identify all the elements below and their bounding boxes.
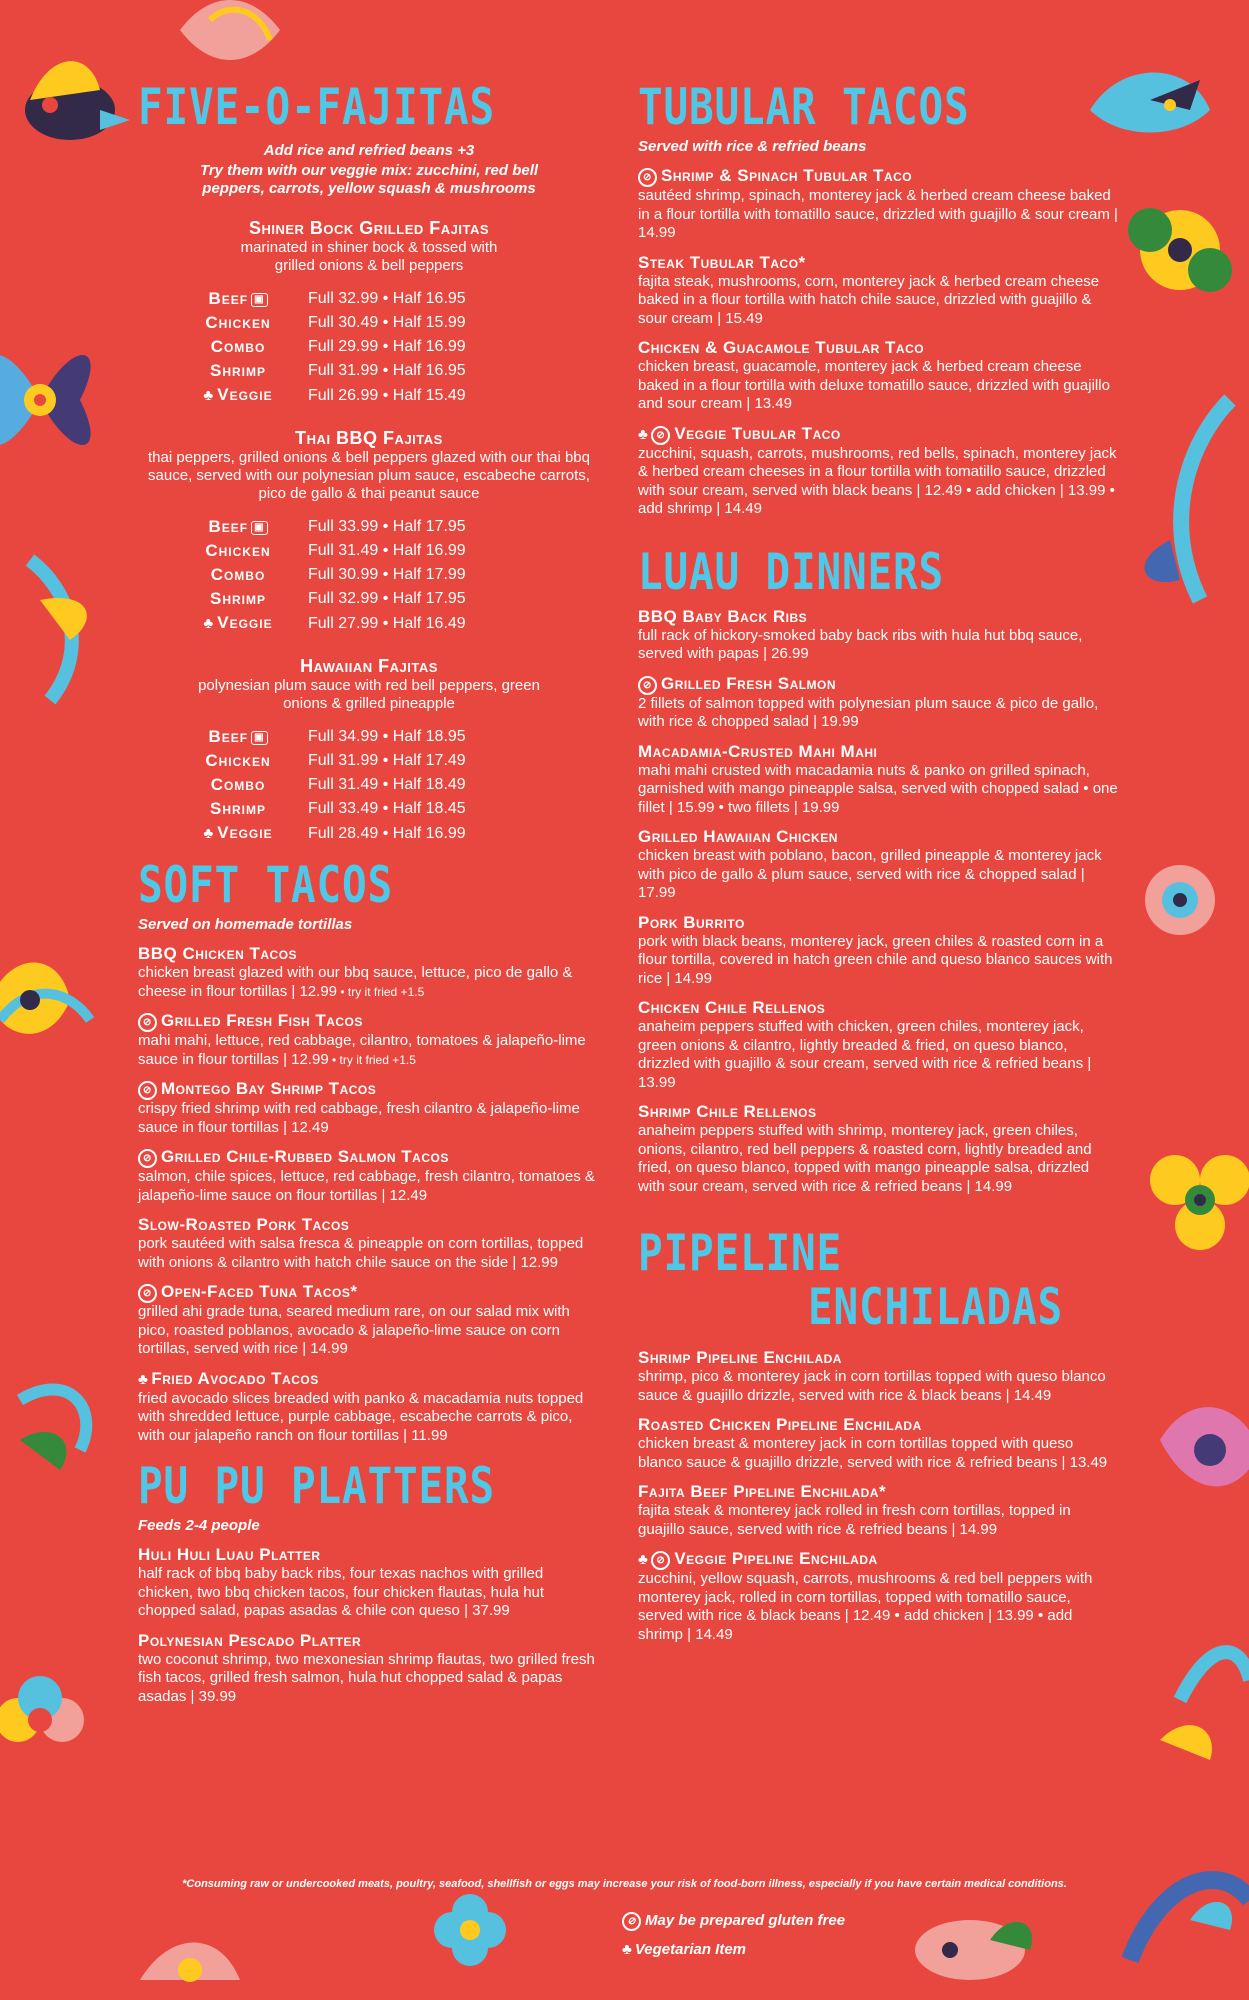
luau-section-title: LUAU DINNERS — [638, 542, 945, 601]
item-desc: pork sautéed with salsa fresca & pineapple on corn tortillas, topped with onions & cilantro with hatch chile sauce on the side | 12.99 — [138, 1235, 584, 1271]
price-value: Full 31.49 • Half 16.99 — [308, 542, 466, 559]
price-row — [168, 797, 466, 821]
menu-item — [638, 913, 1118, 989]
price-value: Full 26.99 • Half 15.49 — [308, 386, 466, 404]
leaf-decoration — [30, 560, 87, 700]
flower-decoration — [180, 0, 280, 60]
item-desc: fajita steak, mushrooms, corn, monterey jack & herbed cream cheese baked in a flour tortilla with hatch chile sauce, drizzled with guajillo & sour cream | 15.49 — [638, 272, 1100, 327]
gluten-free-icon: ⊘ — [651, 1551, 670, 1570]
leaf-decoration — [1160, 1652, 1249, 1760]
fajita-group-title: Shiner Bock Grilled Fajitas — [248, 218, 490, 238]
price-row — [168, 383, 466, 408]
leaf-decoration — [1130, 1880, 1249, 1960]
fajita-group-title: Thai BBQ Fajitas — [295, 428, 443, 448]
price-value: Full 33.99 • Half 17.95 — [308, 518, 466, 535]
fajita-group-hawaiian — [138, 656, 600, 846]
icon-legend — [622, 1912, 845, 1968]
price-row — [168, 563, 466, 587]
item-title: Veggie Tubular Taco — [674, 423, 841, 443]
item-title: Grilled Chile-Rubbed Salmon Tacos — [161, 1147, 449, 1166]
item-title: Veggie Pipeline Enchilada — [674, 1549, 878, 1568]
fajita-price-table — [168, 725, 466, 846]
protein-label: Chicken — [205, 751, 271, 770]
price-row — [168, 749, 466, 773]
tubular-subtitle: Served with rice & refried beans — [638, 138, 867, 155]
price-row — [168, 773, 466, 797]
item-title: Huli Huli Luau Platter — [138, 1545, 321, 1564]
item-desc: crispy fried shrimp with red cabbage, fresh cilantro & jalapeño-lime sauce in flour tortillas | 12.49 — [138, 1100, 580, 1136]
item-title: Macadamia-Crusted Mahi Mahi — [638, 741, 878, 761]
protein-label: Chicken — [205, 541, 271, 560]
item-desc: chicken breast glazed with our bbq sauce, lettuce, pico de gallo & cheese in flour tortillas | 12.99 — [138, 964, 573, 1000]
fajita-group-desc: thai peppers, grilled onions & bell peppers glazed with our thai bbq sauce, served with our polynesian plum sauce, escabeche carrots, pico de gallo & thai peanut sauce — [148, 449, 590, 502]
fajitas-section-title: FIVE-O-FAJITAS — [138, 78, 496, 136]
fajita-price-table — [168, 515, 466, 636]
price-value: Full 32.99 • Half 16.95 — [308, 290, 466, 307]
price-value: Full 31.99 • Half 17.49 — [308, 752, 466, 769]
right-column — [638, 80, 1118, 1654]
price-row — [168, 821, 466, 846]
flower-decoration — [1145, 865, 1215, 935]
beef-icon: ▣ — [251, 293, 267, 307]
item-extra: • try it fried +1.5 — [328, 1052, 416, 1067]
menu-item — [638, 827, 1118, 903]
protein-label: Veggie — [217, 385, 273, 404]
gluten-free-icon: ⊘ — [638, 676, 657, 695]
menu-item — [638, 424, 1118, 519]
item-title: Shrimp & Spinach Tubular Taco — [661, 166, 913, 185]
item-desc: zucchini, yellow squash, carrots, mushrooms & red bell peppers with monterey jack, rolled in corn tortillas, topped with tomatillo sauce, served with rice & black beans | 12.49 • add chicken | 13.99 • add shrimp | 14.49 — [638, 1570, 1093, 1643]
item-desc: shrimp, pico & monterey jack in corn tortillas topped with queso blanco sauce & guajillo drizzle, served with rice & black beans | 14.49 — [638, 1368, 1106, 1404]
menu-item — [138, 1282, 600, 1359]
price-value: Full 30.49 • Half 15.99 — [308, 314, 466, 331]
legend-gluten-free: May be prepared gluten free — [645, 1912, 846, 1929]
menu-item — [138, 1079, 600, 1137]
legend-vegetarian: Vegetarian Item — [634, 1941, 746, 1958]
item-title: Fajita Beef Pipeline Enchilada* — [638, 1482, 887, 1501]
flower-decoration — [1160, 1407, 1249, 1486]
item-title: Grilled Fresh Salmon — [661, 673, 837, 693]
flower-decoration — [0, 1676, 84, 1742]
protein-label: Chicken — [205, 313, 271, 332]
protein-label: Beef — [208, 289, 249, 308]
enchiladas-section-title: ENCHILADAS — [808, 1278, 1064, 1336]
menu-item — [138, 1545, 600, 1621]
protein-label: Veggie — [217, 613, 273, 632]
item-title: Montego Bay Shrimp Tacos — [161, 1079, 377, 1098]
leaf-decoration — [20, 1390, 86, 1470]
item-desc: salmon, chile spices, lettuce, red cabbage, fresh cilantro, tomatoes & jalapeño-lime sauce on flour tortillas | 12.49 — [138, 1168, 595, 1204]
gluten-free-icon: ⊘ — [622, 1912, 641, 1931]
menu-item — [638, 1348, 1118, 1405]
menu-item — [638, 1549, 1118, 1644]
item-desc: chicken breast & monterey jack in corn tortillas topped with queso blanco sauce & guajillo drizzle, served with rice & refried beans | 13.49 — [638, 1435, 1108, 1471]
item-title: Roasted Chicken Pipeline Enchilada — [638, 1415, 922, 1434]
item-title: Grilled Fresh Fish Tacos — [161, 1011, 363, 1030]
item-desc: sautéed shrimp, spinach, monterey jack & herbed cream cheese baked in a flour tortilla with tomatillo sauce, drizzled with guajillo & sour cream | 14.99 — [638, 187, 1118, 241]
leaf-decoration — [1145, 400, 1230, 600]
fajita-group-desc: marinated in shiner bock & tossed with grilled onions & bell peppers — [240, 239, 498, 274]
protein-label: Beef — [208, 727, 249, 746]
protein-label: Shrimp — [209, 361, 266, 380]
beef-icon: ▣ — [251, 731, 267, 745]
item-desc: pork with black beans, monterey jack, green chiles & roasted corn in a flour tortilla, covered in hatch green chile and queso blanco sauces with rice | 14.99 — [638, 932, 1113, 987]
menu-item — [638, 1415, 1118, 1472]
price-row — [168, 611, 466, 636]
item-desc: half rack of bbq baby back ribs, four texas nachos with grilled chicken, two bbq chicken tacos, four chicken flautas, hula hut chopped salad, papas asadas & chile con queso | 37.99 — [138, 1565, 545, 1619]
item-title: Open-Faced Tuna Tacos* — [161, 1282, 358, 1301]
menu-item — [638, 253, 1118, 329]
vegetarian-icon: ♣ — [138, 1370, 149, 1388]
gluten-free-icon: ⊘ — [651, 426, 670, 445]
price-row — [168, 335, 466, 359]
item-extra: • try it fried +1.5 — [337, 984, 425, 999]
vegetarian-icon: ♣ — [638, 425, 649, 443]
raw-food-disclaimer: *Consuming raw or undercooked meats, poultry, seafood, shellfish or eggs may increase your risk of food-born illness, especially if you have certain medical conditions. — [182, 1878, 1067, 1890]
gluten-free-icon: ⊘ — [138, 1149, 157, 1168]
protein-label: Combo — [210, 775, 266, 794]
protein-label: Shrimp — [209, 799, 266, 818]
item-desc: anaheim peppers stuffed with chicken, green chiles, monterey jack, green onions & cilantro, lightly breaded & fried, on queso blanco, drizzled with guajillo & sour cream, served with rice & refried beans | 13.99 — [638, 1018, 1092, 1091]
price-value: Full 34.99 • Half 18.95 — [308, 728, 466, 745]
vegetarian-icon: ♣ — [203, 825, 215, 842]
vegetarian-icon: ♣ — [638, 1551, 649, 1568]
item-desc: mahi mahi, lettuce, red cabbage, cilantro, tomatoes & jalapeño-lime sauce in flour tortillas | 12.99 — [138, 1032, 586, 1068]
price-row — [168, 287, 466, 311]
protein-label: Beef — [208, 517, 249, 536]
flower-decoration — [0, 355, 91, 445]
protein-label: Veggie — [217, 823, 273, 842]
vegetarian-icon: ♣ — [622, 1941, 632, 1958]
menu-item — [638, 742, 1118, 818]
gluten-free-icon: ⊘ — [638, 168, 657, 187]
item-desc: chicken breast, guacamole, monterey jack & herbed cream cheese baked in a flour tortilla with deluxe tomatillo sauce, drizzled with guajillo and sour cream | 13.49 — [638, 358, 1110, 412]
fajita-group-shiner-bock — [138, 218, 600, 408]
item-title: Steak Tubular Taco* — [638, 252, 806, 272]
gluten-free-icon: ⊘ — [138, 1284, 157, 1303]
item-desc: chicken breast with poblano, bacon, grilled pineapple & monterey jack with pico de gallo & plum sauce, served with rice & chopped salad | 17.99 — [638, 847, 1102, 901]
menu-item — [638, 1482, 1118, 1539]
menu-item — [138, 1215, 600, 1272]
gluten-free-icon: ⊘ — [138, 1081, 157, 1100]
fajita-price-table — [168, 287, 466, 408]
fajitas-note-1: Add rice and refried beans +3 — [263, 142, 475, 159]
pupu-section-title: PU PU PLATTERS — [138, 1457, 496, 1515]
flower-decoration — [0, 963, 90, 1034]
price-row — [168, 311, 466, 335]
price-value: Full 30.99 • Half 17.99 — [308, 566, 466, 583]
fajitas-note-2: Try them with our veggie mix: zucchini, red bell peppers, carrots, yellow squash & mushrooms — [199, 162, 539, 197]
menu-item — [138, 1631, 600, 1707]
item-title: Fried Avocado Tacos — [151, 1368, 319, 1388]
price-value: Full 31.49 • Half 18.49 — [308, 776, 466, 793]
vegetarian-icon: ♣ — [203, 387, 215, 404]
item-title: Slow-Roasted Pork Tacos — [138, 1215, 350, 1234]
protein-label: Combo — [210, 337, 266, 356]
fajita-group-thai-bbq — [138, 428, 600, 636]
item-desc: fajita steak & monterey jack rolled in fresh corn tortillas, topped in guajillo sauce, served with rice & refried beans | 14.99 — [638, 1502, 1071, 1538]
soft-tacos-section-title: SOFT TACOS — [138, 856, 394, 914]
bird-decoration — [915, 1920, 1032, 1980]
item-desc: 2 fillets of salmon topped with polynesian plum sauce & pico de gallo, with rice & chopped salad | 19.99 — [638, 694, 1099, 730]
menu-item — [638, 166, 1118, 243]
fajita-group-title: Hawaiian Fajitas — [300, 656, 438, 676]
item-title: Chicken & Guacamole Tubular Taco — [638, 338, 925, 357]
pupu-subtitle: Feeds 2-4 people — [138, 1517, 260, 1534]
menu-item — [638, 338, 1118, 414]
item-title: Pork Burrito — [638, 912, 745, 932]
item-title: BBQ Chicken Tacos — [138, 944, 298, 963]
menu-item — [638, 674, 1118, 732]
price-row — [168, 587, 466, 611]
beef-icon: ▣ — [251, 521, 267, 535]
item-desc: zucchini, squash, carrots, mushrooms, red bells, spinach, monterey jack & herbed cream cheeses in a flour tortilla with tomatillo sauce, drizzled with sour cream, served with black beans | 12.49 • add chicken | 13.99 • add shrimp | 14.49 — [638, 444, 1117, 517]
item-desc: full rack of hickory-smoked baby back ribs with hula hut bbq sauce, served with papas | 26.99 — [638, 626, 1083, 662]
price-value: Full 32.99 • Half 17.95 — [308, 590, 466, 607]
flower-decoration — [434, 1894, 506, 1966]
price-value: Full 31.99 • Half 16.95 — [308, 362, 466, 379]
flower-decoration — [140, 1943, 240, 1983]
item-desc: grilled ahi grade tuna, seared medium rare, on our salad mix with pico, roasted poblanos, avocado & jalapeño-lime sauce on corn tortillas, served with rice | 14.99 — [138, 1303, 570, 1357]
menu-item — [138, 1369, 600, 1446]
menu-item — [638, 1102, 1118, 1196]
menu-item — [638, 607, 1118, 664]
vegetarian-icon: ♣ — [203, 615, 215, 632]
price-value: Full 33.49 • Half 18.45 — [308, 800, 466, 817]
menu-item — [138, 1011, 600, 1069]
price-row — [168, 515, 466, 539]
item-title: Chicken Chile Rellenos — [638, 998, 826, 1017]
protein-label: Combo — [210, 565, 266, 584]
bird-decoration — [25, 61, 130, 140]
item-title: BBQ Baby Back Ribs — [638, 606, 808, 626]
left-column — [138, 80, 600, 1716]
price-value: Full 29.99 • Half 16.99 — [308, 338, 466, 355]
menu-item — [138, 944, 600, 1001]
item-desc: mahi mahi crusted with macadamia nuts & panko on grilled spinach, garnished with mango pineapple salsa, served with chopped salad • one fillet | 15.99 • two fillets | 19.99 — [638, 761, 1118, 816]
protein-label: Shrimp — [209, 589, 266, 608]
price-value: Full 28.49 • Half 16.99 — [308, 824, 466, 842]
item-title: Polynesian Pescado Platter — [138, 1630, 362, 1650]
item-desc: two coconut shrimp, two mexonesian shrimp flautas, two grilled fresh fish tacos, grilled fresh salmon, hula hut chopped salad & papas asadas | 39.99 — [138, 1650, 595, 1705]
item-title: Shrimp Chile Rellenos — [638, 1102, 817, 1121]
item-title: Shrimp Pipeline Enchilada — [638, 1348, 842, 1367]
price-row — [168, 725, 466, 749]
flower-decoration — [1150, 1155, 1249, 1250]
pipeline-section-title: PIPELINE — [638, 1224, 843, 1282]
tubular-section-title: TUBULAR TACOS — [638, 78, 970, 136]
price-row — [168, 359, 466, 383]
flower-decoration — [1128, 208, 1232, 292]
soft-tacos-subtitle: Served on homemade tortillas — [138, 916, 353, 933]
item-title: Grilled Hawaiian Chicken — [638, 827, 838, 846]
fajita-group-desc: polynesian plum sauce with red bell peppers, green onions & grilled pineapple — [198, 677, 540, 712]
item-desc: anaheim peppers stuffed with shrimp, monterey jack, green chiles, onions, cilantro, red bell peppers & roasted corn, lightly breaded and fried, on queso blanco, topped with mango pineapple salsa, drizzled with sour cream, served with rice & refried beans | 14.99 — [638, 1122, 1092, 1195]
menu-item — [138, 1147, 600, 1205]
item-desc: fried avocado slices breaded with panko & macadamia nuts topped with shredded lettuce, purple cabbage, escabeche carrots & pico, with our jalapeño ranch on flour tortillas | 11.99 — [138, 1389, 584, 1444]
price-value: Full 27.99 • Half 16.49 — [308, 614, 466, 632]
gluten-free-icon: ⊘ — [138, 1013, 157, 1032]
menu-item — [638, 998, 1118, 1092]
price-row — [168, 539, 466, 563]
